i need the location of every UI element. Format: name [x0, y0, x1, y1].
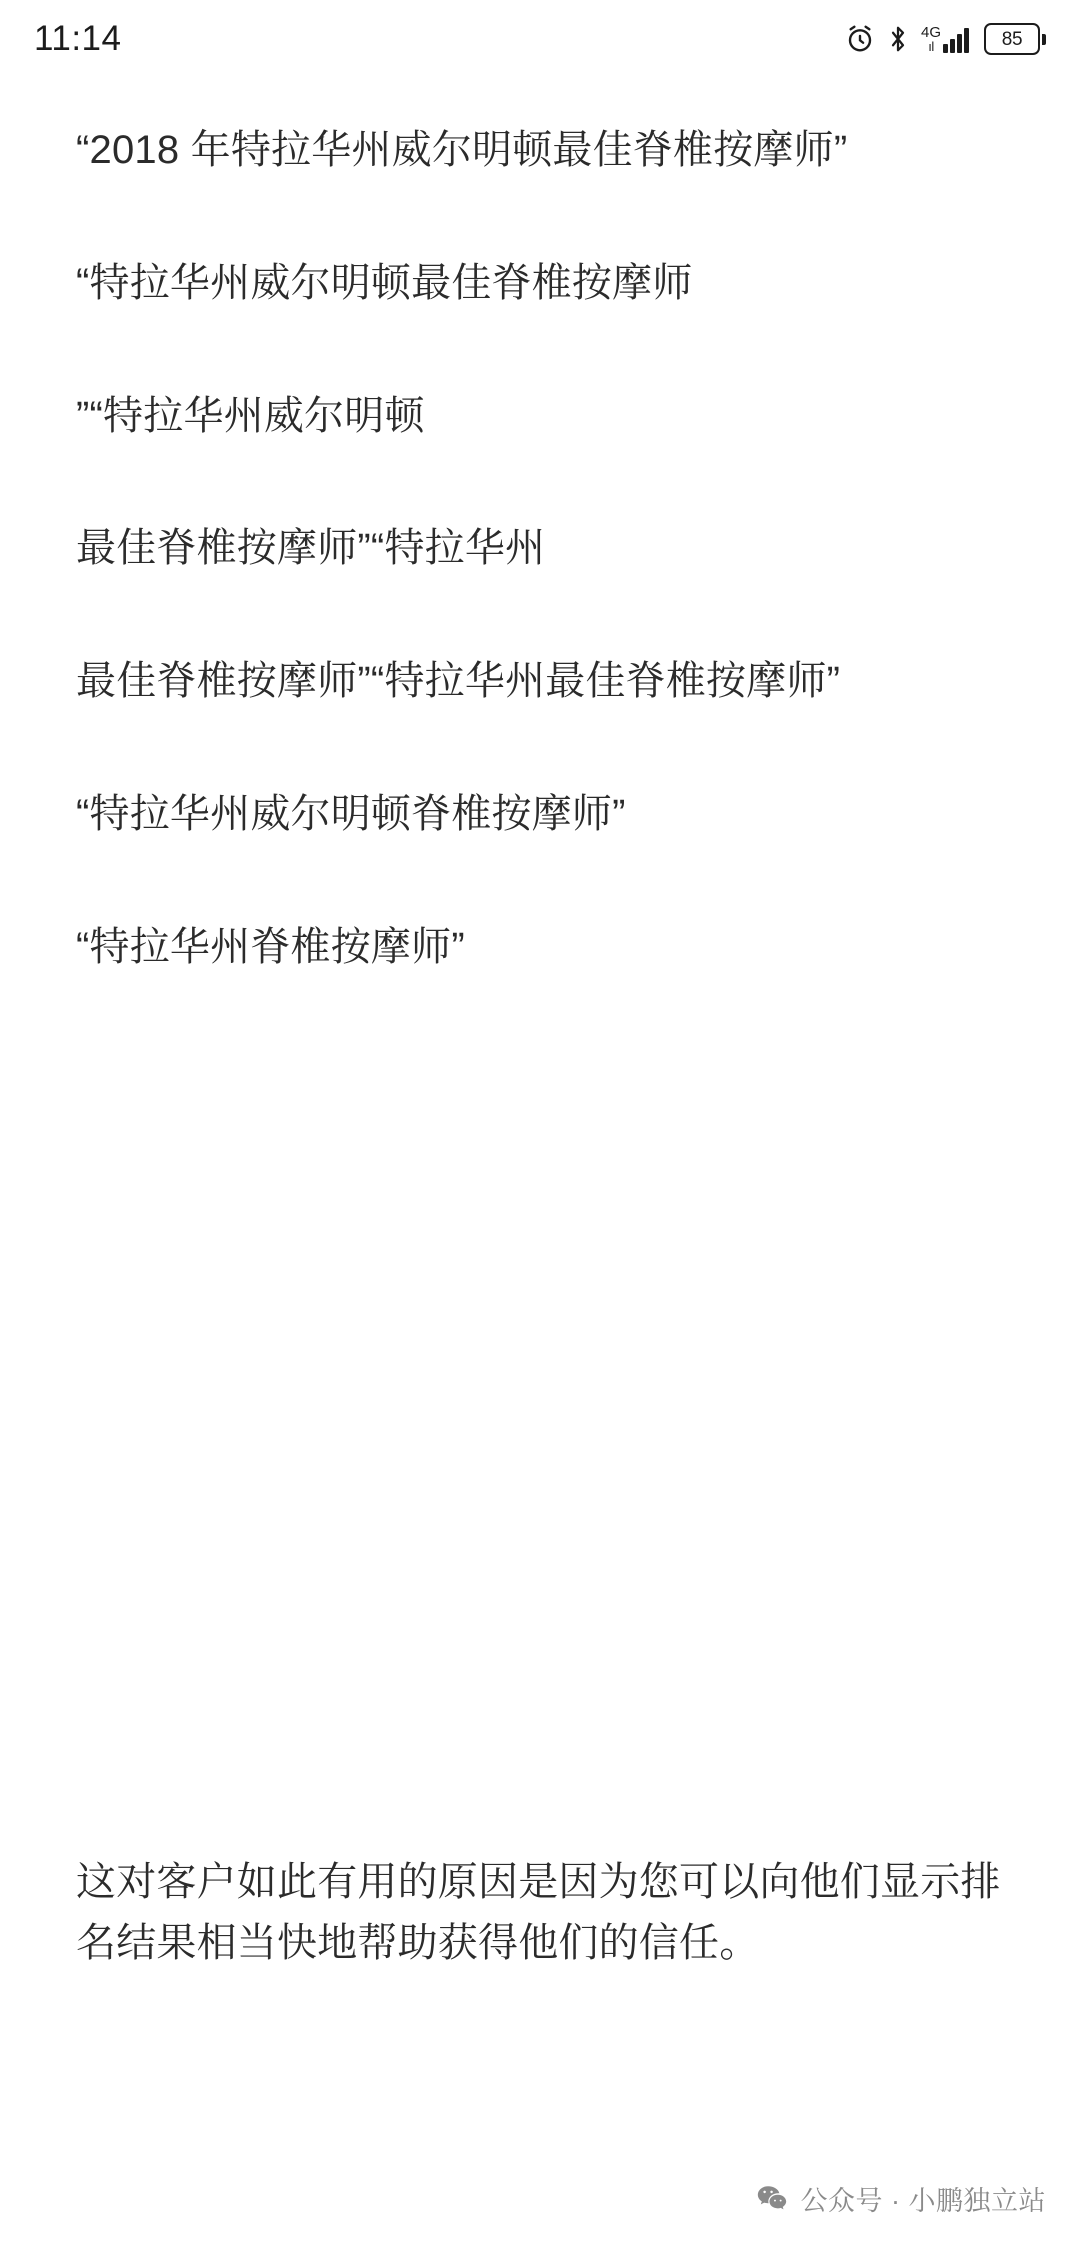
signal-bars-icon	[943, 27, 969, 53]
footer-text: 公众号 · 小鹏独立站	[800, 2186, 1046, 2216]
article-paragraph: “特拉华州威尔明顿最佳脊椎按摩师	[76, 260, 693, 305]
network-type-label: 4G ıl	[920, 24, 941, 54]
article-paragraph: “2018 年特拉华州威尔明顿最佳脊椎按摩师”	[76, 128, 848, 172]
alarm-icon	[845, 24, 875, 54]
battery-icon	[984, 23, 1046, 55]
status-time: 11:14	[34, 19, 122, 58]
article-paragraph: 最佳脊椎按摩师”“特拉华州	[76, 526, 546, 571]
wechat-icon	[755, 2182, 789, 2216]
status-bar	[0, 0, 1080, 78]
closing-text: 这对客户如此有用的原因是因为您可以向他们显示排名结果相当快地帮助获得他们的信任。	[76, 1860, 1001, 1965]
article-body	[0, 120, 1080, 978]
battery-level-label: 85	[1001, 28, 1023, 50]
bluetooth-icon	[886, 24, 910, 54]
network-indicator	[921, 25, 969, 53]
article-paragraph: “特拉华州脊椎按摩师”	[76, 924, 465, 969]
article-closing-paragraph	[0, 1852, 1080, 1974]
article-paragraph: ”“特拉华州威尔明顿	[76, 393, 425, 438]
article-paragraph: “特拉华州威尔明顿脊椎按摩师”	[76, 791, 626, 836]
status-icons	[845, 23, 1046, 55]
article-paragraph: 最佳脊椎按摩师”“特拉华州最佳脊椎按摩师”	[76, 659, 841, 704]
footer-watermark	[755, 2179, 1047, 2218]
